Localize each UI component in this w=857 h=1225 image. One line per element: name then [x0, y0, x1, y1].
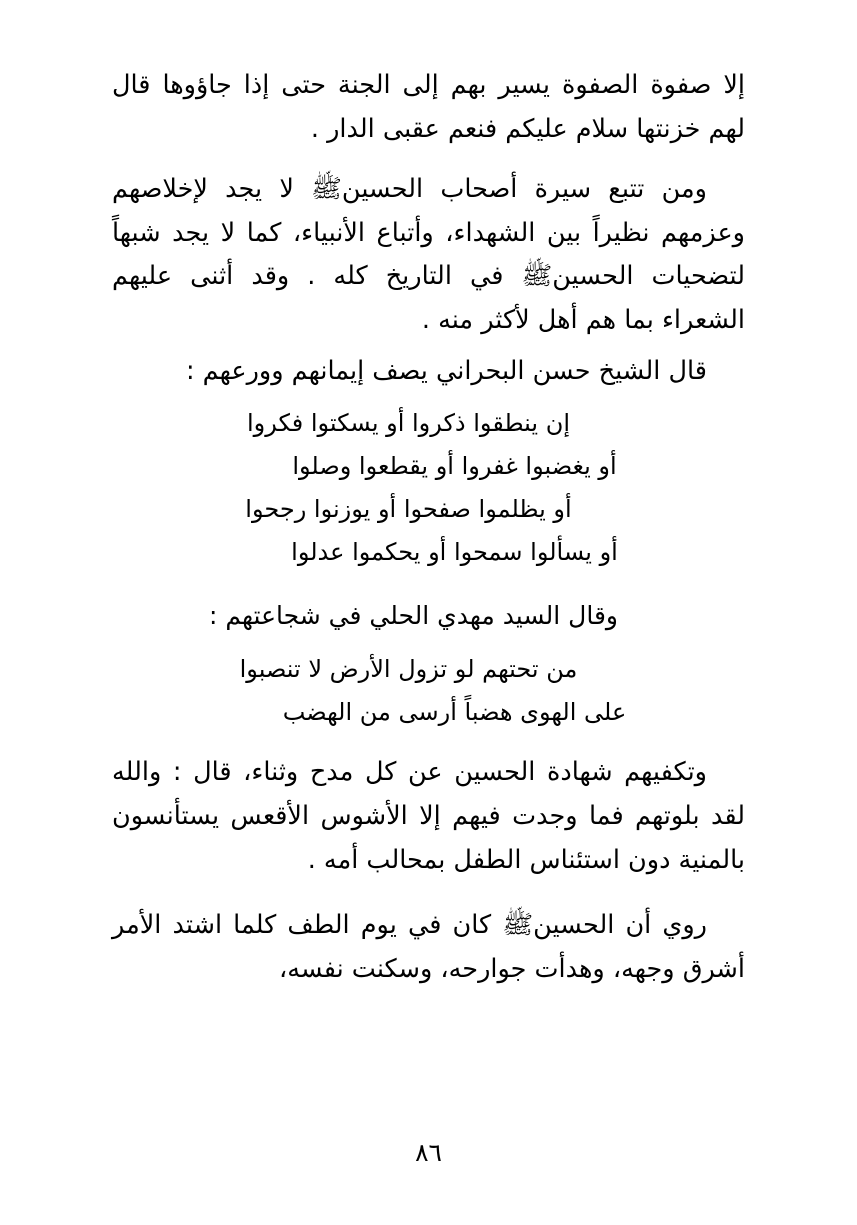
paragraph-6: روي أن الحسينﷺ كان في يوم الطف كلما اشتد الأمر أشرق وجهه، وهدأت جوارحه، وسكنت نفسه، — [112, 909, 745, 984]
page-number: ٨٦ — [415, 1138, 442, 1167]
spacer — [112, 737, 745, 751]
spacer-2 — [112, 890, 745, 904]
poem-1 — [112, 402, 745, 573]
page-content — [112, 64, 745, 999]
paragraph-3: قال الشيخ حسن البحراني يصف إيمانهم وورعهم : — [185, 356, 707, 387]
poem-2 — [112, 648, 745, 733]
paragraph-4: وقال السيد مهدي الحلي في شجاعتهم : — [209, 601, 618, 631]
paragraph-2: ومن تتبع سيرة أصحاب الحسينﷺ لا يجد لإخلاصهم وعزمهم نظيراً بين الشهداء، وأتباع الأنبياء، كما لا يجد شبهاً لتضحيات الحسينﷺ في التاريخ كله . وقد أثنى عليهم الشعراء بما هم أهل لأكثر منه . — [112, 173, 745, 336]
poem-2-line-1: من تحتهم لو تزول الأرض لا تنصبوا — [239, 654, 578, 683]
poem-2-line-2: على الهوى هضباً أرسى من الهضب — [282, 697, 627, 726]
paragraph-1: إلا صفوة الصفوة يسير بهم إلى الجنة حتى إذا جاؤوها قال لهم خزنتها سلام عليكم فنعم عقبى الدار . — [112, 70, 745, 144]
poem-1-line-1: إن ينطقوا ذكروا أو يسكتوا فكروا — [246, 409, 570, 438]
paragraph-5: وتكفيهم شهادة الحسين عن كل مدح وثناء، قال : والله لقد بلوتهم فما وجدت فيهم إلا الأشوس الأقعس يستأنسون بالمنية دون استئناس الطفل بمحالب أمه . — [112, 757, 745, 876]
poem-1-line-2: أو يغضبوا غفروا أو يقطعوا وصلوا — [292, 452, 617, 481]
poem-1-line-3: أو يظلموا صفحوا أو يوزنوا رجحوا — [245, 494, 572, 523]
poem-1-line-4: أو يسألوا سمحوا أو يحكموا عدلوا — [291, 537, 618, 566]
